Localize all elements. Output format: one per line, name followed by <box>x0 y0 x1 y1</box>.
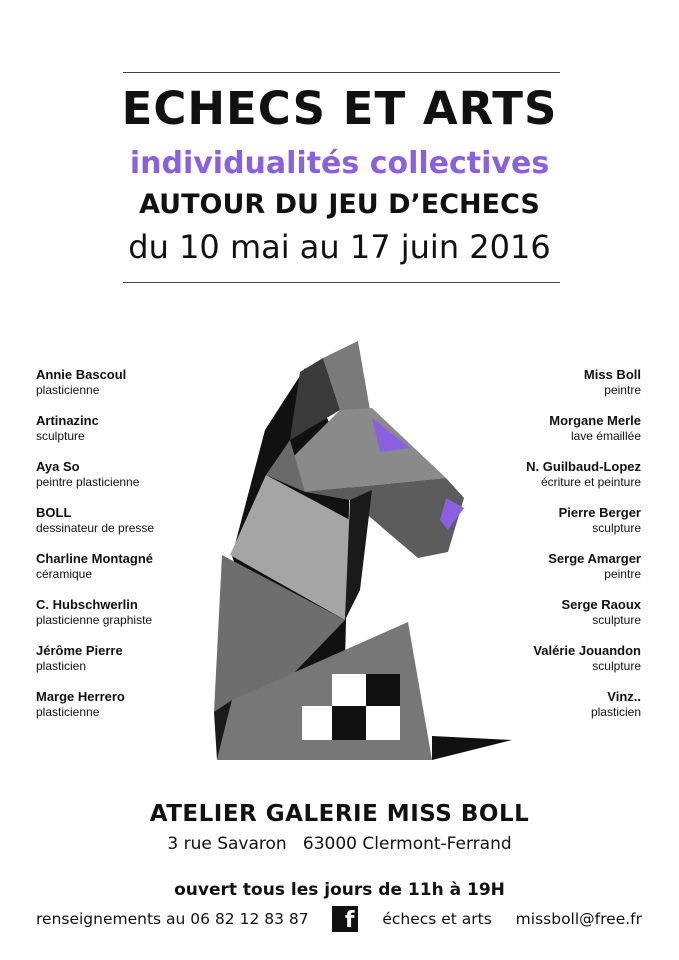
facebook-icon[interactable]: f <box>332 906 358 932</box>
artist-role: plasticien <box>590 705 641 719</box>
artist-role: plasticienne <box>36 383 100 397</box>
artist-name: Charline Montagné <box>36 551 154 566</box>
facebook-page-name: échecs et arts <box>382 910 492 928</box>
artist-name: BOLL <box>36 505 72 520</box>
artist-name: Artinazinc <box>36 413 99 428</box>
artist-role: sculpture <box>592 659 641 673</box>
opening-hours: ouvert tous les jours de 11h à 19H <box>174 880 505 900</box>
artist-role: peintre <box>604 567 641 581</box>
venue-city: 63000 Clermont-Ferrand <box>302 834 512 854</box>
artist-name: C. Hubschwerlin <box>36 597 138 612</box>
artist-name: Pierre Berger <box>558 505 641 520</box>
contact-footer <box>36 906 642 932</box>
phone-info: renseignements au 06 82 12 83 87 <box>36 910 309 928</box>
artist-name: Miss Boll <box>583 367 641 382</box>
artist-role: lave émaillée <box>570 429 641 443</box>
poster-title: ECHECS ET ARTS <box>121 82 558 135</box>
artist-name: Morgane Merle <box>549 413 641 428</box>
artist-role: dessinateur de presse <box>36 521 155 535</box>
artist-role: sculpture <box>592 521 641 535</box>
artist-name: Annie Bascoul <box>36 367 127 382</box>
poster-tagline: AUTOUR DU JEU D’ECHECS <box>139 189 540 220</box>
artist-role: plasticien <box>36 659 87 673</box>
artist-name: Serge Amarger <box>548 551 641 566</box>
artist-name: Jérôme Pierre <box>36 643 123 658</box>
artist-role: plasticienne <box>36 705 100 719</box>
venue-name: ATELIER GALERIE MISS BOLL <box>149 801 530 827</box>
exhibition-dates: du 10 mai au 17 juin 2016 <box>128 228 551 266</box>
poster-subtitle: individualités collectives <box>129 146 550 181</box>
venue-address <box>0 834 679 854</box>
artist-role: écriture et peinture <box>540 475 641 489</box>
artist-name: Serge Raoux <box>561 597 641 612</box>
artist-role: peintre plasticienne <box>36 475 140 489</box>
artist-name: Aya So <box>36 459 80 474</box>
artist-role: céramique <box>36 567 93 581</box>
artist-role: sculpture <box>592 613 641 627</box>
venue-street: 3 rue Savaron <box>167 834 287 854</box>
artist-name: Marge Herrero <box>36 689 125 704</box>
artist-name: N. Guilbaud-Lopez <box>526 459 641 474</box>
artist-role: plasticienne graphiste <box>36 613 153 627</box>
artist-role: sculpture <box>36 429 85 443</box>
artist-name: Vinz.. <box>607 689 641 704</box>
artist-name: Valérie Jouandon <box>533 643 641 658</box>
artist-role: peintre <box>604 383 641 397</box>
email-address[interactable]: missboll@free.fr <box>515 910 642 928</box>
